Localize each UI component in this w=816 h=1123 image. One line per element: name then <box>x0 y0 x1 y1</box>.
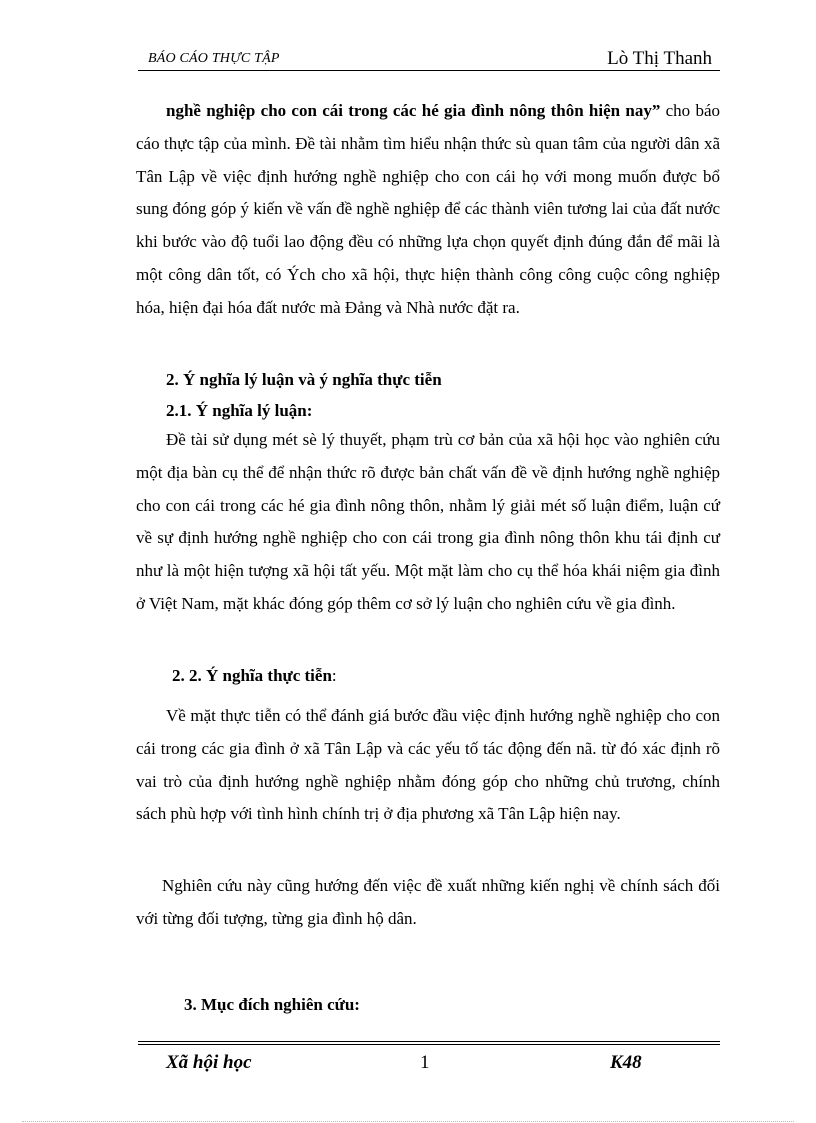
section-2-2-text: Về mặt thực tiễn có thể đánh giá bước đầu việc định hướng nghề nghiệp cho con cái trong các gia đình ở xã Tân Lập và các yếu tố tác động đến nã. từ đó xác định rõ vai trò của định hướng nghề nghiệp nhằm đóng góp cho những chủ trương, chính sách phù hợp với tình hình chính trị ở địa phương xã Tân Lập hiện nay. <box>136 706 720 824</box>
intro-bold-lead: nghề nghiệp cho con cái trong các hé gia đình nông thôn hiện nay” <box>166 101 661 120</box>
section-3-heading-block <box>136 989 720 1020</box>
section-2-2-heading <box>136 660 720 691</box>
section-2-1-heading: 2.1. Ý nghĩa lý luận: <box>166 401 313 420</box>
extra-text: Nghiên cứu này cũng hướng đến việc đề xuất những kiến nghị về chính sách đối với từng đối tượng, từng gia đình hộ dân. <box>136 876 720 928</box>
footer-rule-top <box>138 1041 720 1042</box>
page-edge-dotted-line <box>22 1121 794 1122</box>
extra-block <box>136 870 720 936</box>
header-report-title: BÁO CÁO THỰC TẬP <box>148 51 280 66</box>
section-2-2-heading-text: 2. 2. Ý nghĩa thực tiễn <box>172 666 332 685</box>
footer-page-number: 1 <box>420 1052 430 1073</box>
intro-text: cho báo cáo thực tập của mình. Đề tài nhằm tìm hiểu nhận thức sù quan tâm của người dân xã Tân Lập về việc định hướng nghề nghiệp cho con cái họ với mong muốn được bổ sung đóng góp ý kiến về vấn đề nghề nghiệp để các thành viên tương lai của đất nước khi bước vào độ tuổi lao động đều có những lựa chọn quyết định đúng đắn để mãi là một công dân tốt, có Ých cho xã hội, thực hiện thành công công cuộc công nghiệp hóa, hiện đại hóa đất nước mà Đảng và Nhà nước đặt ra. <box>136 101 720 317</box>
header-author-name: Lò Thị Thanh <box>607 48 712 69</box>
section-2-heading: 2. Ý nghĩa lý luận và ý nghĩa thực tiễn <box>166 370 442 389</box>
section-2-1-paragraph <box>136 424 720 621</box>
footer-class: K48 <box>610 1052 642 1073</box>
footer-subject: Xã hội học <box>166 1052 252 1073</box>
intro-block <box>136 95 720 325</box>
section-2-2-paragraph <box>136 700 720 831</box>
section-2-2-heading-colon: : <box>331 666 337 685</box>
section-3-heading: 3. Mục đích nghiên cứu: <box>184 995 360 1014</box>
section-2-1-text: Đề tài sử dụng mét sè lý thuyết, phạm trù cơ bản của xã hội học vào nghiên cứu một địa bàn cụ thể để nhận thức rõ được bản chất vấn đề về định hướng nghề nghiệp cho con cái trong các hé gia đình nông thôn, nhằm lý giải mét số luận điểm, luận cứ về sự định hướng nghề nghiệp cho con cái trong gia đình nông thôn khu tái định cư như là một hiện tượng xã hội tất yếu. Một mặt làm cho cụ thể hóa khái niệm gia đình ở Việt Nam, mặt khác đóng góp thêm cơ sở lý luận cho nghiên cứu về gia đình. <box>136 430 720 613</box>
section-2-2-block <box>136 700 720 831</box>
section-2-heading-block <box>136 364 720 426</box>
section-2-2-heading-block <box>136 660 720 691</box>
section-2-1-block <box>136 424 720 621</box>
extra-paragraph <box>136 870 720 936</box>
header-rule <box>138 70 720 71</box>
intro-paragraph <box>136 95 720 325</box>
footer-rule-bottom <box>138 1044 720 1045</box>
page-header <box>138 48 720 72</box>
